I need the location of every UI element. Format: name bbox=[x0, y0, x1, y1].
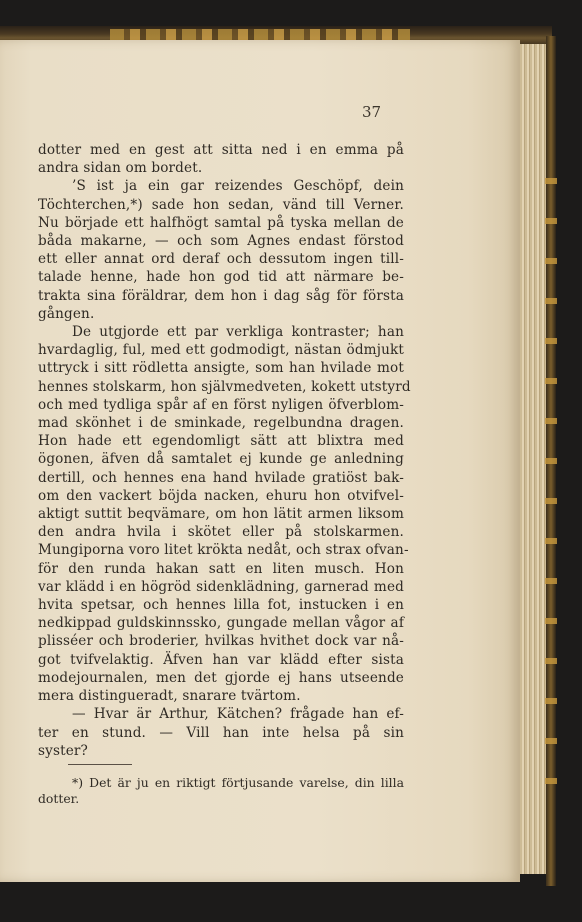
text-line: gången. bbox=[38, 305, 95, 322]
text-line: trakta sina föräldrar, dem hon i dag såg för första bbox=[38, 287, 404, 304]
text-line: ögonen, äfven då samtalet ej kunde ge anledning bbox=[38, 451, 404, 468]
text-line: hvardaglig, ful, med ett godmodigt, nästan ödmjukt bbox=[38, 342, 404, 359]
text-line: dertill, och hennes ena hand hvilade gratiöst bak- bbox=[38, 469, 404, 486]
cover-gilt-flecks bbox=[545, 160, 557, 800]
text-line: uttryck i sitt rödletta ansigte, som han hvilade mot bbox=[38, 360, 404, 377]
text-line: dotter med en gest att sitta ned i en emma på bbox=[38, 142, 404, 158]
text-line: Mungiporna voro litet krökta nedåt, och strax ofvan- bbox=[38, 542, 409, 559]
text-line: båda makarne, — och som Agnes endast förstod bbox=[38, 233, 404, 250]
text-line: och med tydliga spår af en först nyligen öfverblom- bbox=[38, 396, 404, 413]
text-line: mad skönhet i de sminkade, regelbundna dragen. bbox=[38, 415, 404, 432]
text-line: mera distingueradt, snarare tvärtom. bbox=[38, 688, 301, 705]
text-line: Hon hade ett egendomligt sätt att blixtra med bbox=[38, 433, 404, 450]
footnote-divider bbox=[68, 764, 132, 765]
footnote-line: *) Det är ju en riktigt förtjusande varelse, din lilla bbox=[72, 775, 404, 790]
text-line: got tvifvelaktig. Äfven han var klädd efter sista bbox=[38, 651, 404, 668]
body-text bbox=[38, 141, 411, 760]
text-line: — Hvar är Arthur, Kätchen? frågade han ef- bbox=[72, 706, 404, 723]
text-line: nedkippad guldskinnssko, gungade mellan vågor af bbox=[38, 615, 404, 632]
text-line: plisséer och broderier, hvilkas hvithet dock var nå- bbox=[38, 633, 404, 650]
text-line: aktigt suttit beqvämare, om hon lätit armen liksom bbox=[38, 506, 404, 523]
page-number: 37 bbox=[362, 103, 382, 121]
text-line: hvita spetsar, och hennes lilla fot, instucken i en bbox=[38, 597, 404, 614]
text-line: den andra hvila i skötet eller på stolskarmen. bbox=[38, 524, 404, 541]
text-line: för den runda hakan satt en liten musch. Hon bbox=[38, 560, 404, 577]
text-line: modejournalen, men det gjorde ej hans utseende bbox=[38, 669, 404, 686]
footnote-line: dotter. bbox=[38, 790, 80, 806]
text-line: ett eller annat ord deraf och dessutom ingen till- bbox=[38, 251, 404, 268]
text-line: Töchterchen,*) sade hon sedan, vänd till Verner. bbox=[38, 196, 404, 213]
text-line: hennes stolskarm, hon självmedveten, kokett utstyrd bbox=[38, 378, 411, 395]
text-line: ter en stund. — Vill han inte helsa på sin bbox=[38, 724, 404, 741]
text-line: Nu började ett halfhögt samtal på tyska mellan de bbox=[38, 214, 404, 231]
text-line: syster? bbox=[38, 742, 88, 759]
text-line: andra sidan om bordet. bbox=[38, 160, 203, 177]
text-line: ’S ist ja ein gar reizendes Geschöpf, dein bbox=[72, 178, 404, 195]
text-line: De utgjorde ett par verkliga kontraster; han bbox=[72, 324, 404, 341]
footnote bbox=[38, 775, 404, 806]
text-line: talade henne, hade hon god tid att närmare be- bbox=[38, 269, 404, 286]
text-line: var klädd i en högröd sidenklädning, garnerad med bbox=[38, 578, 404, 595]
text-line: om den vackert böjda nacken, ehuru hon otvifvel- bbox=[38, 487, 404, 504]
